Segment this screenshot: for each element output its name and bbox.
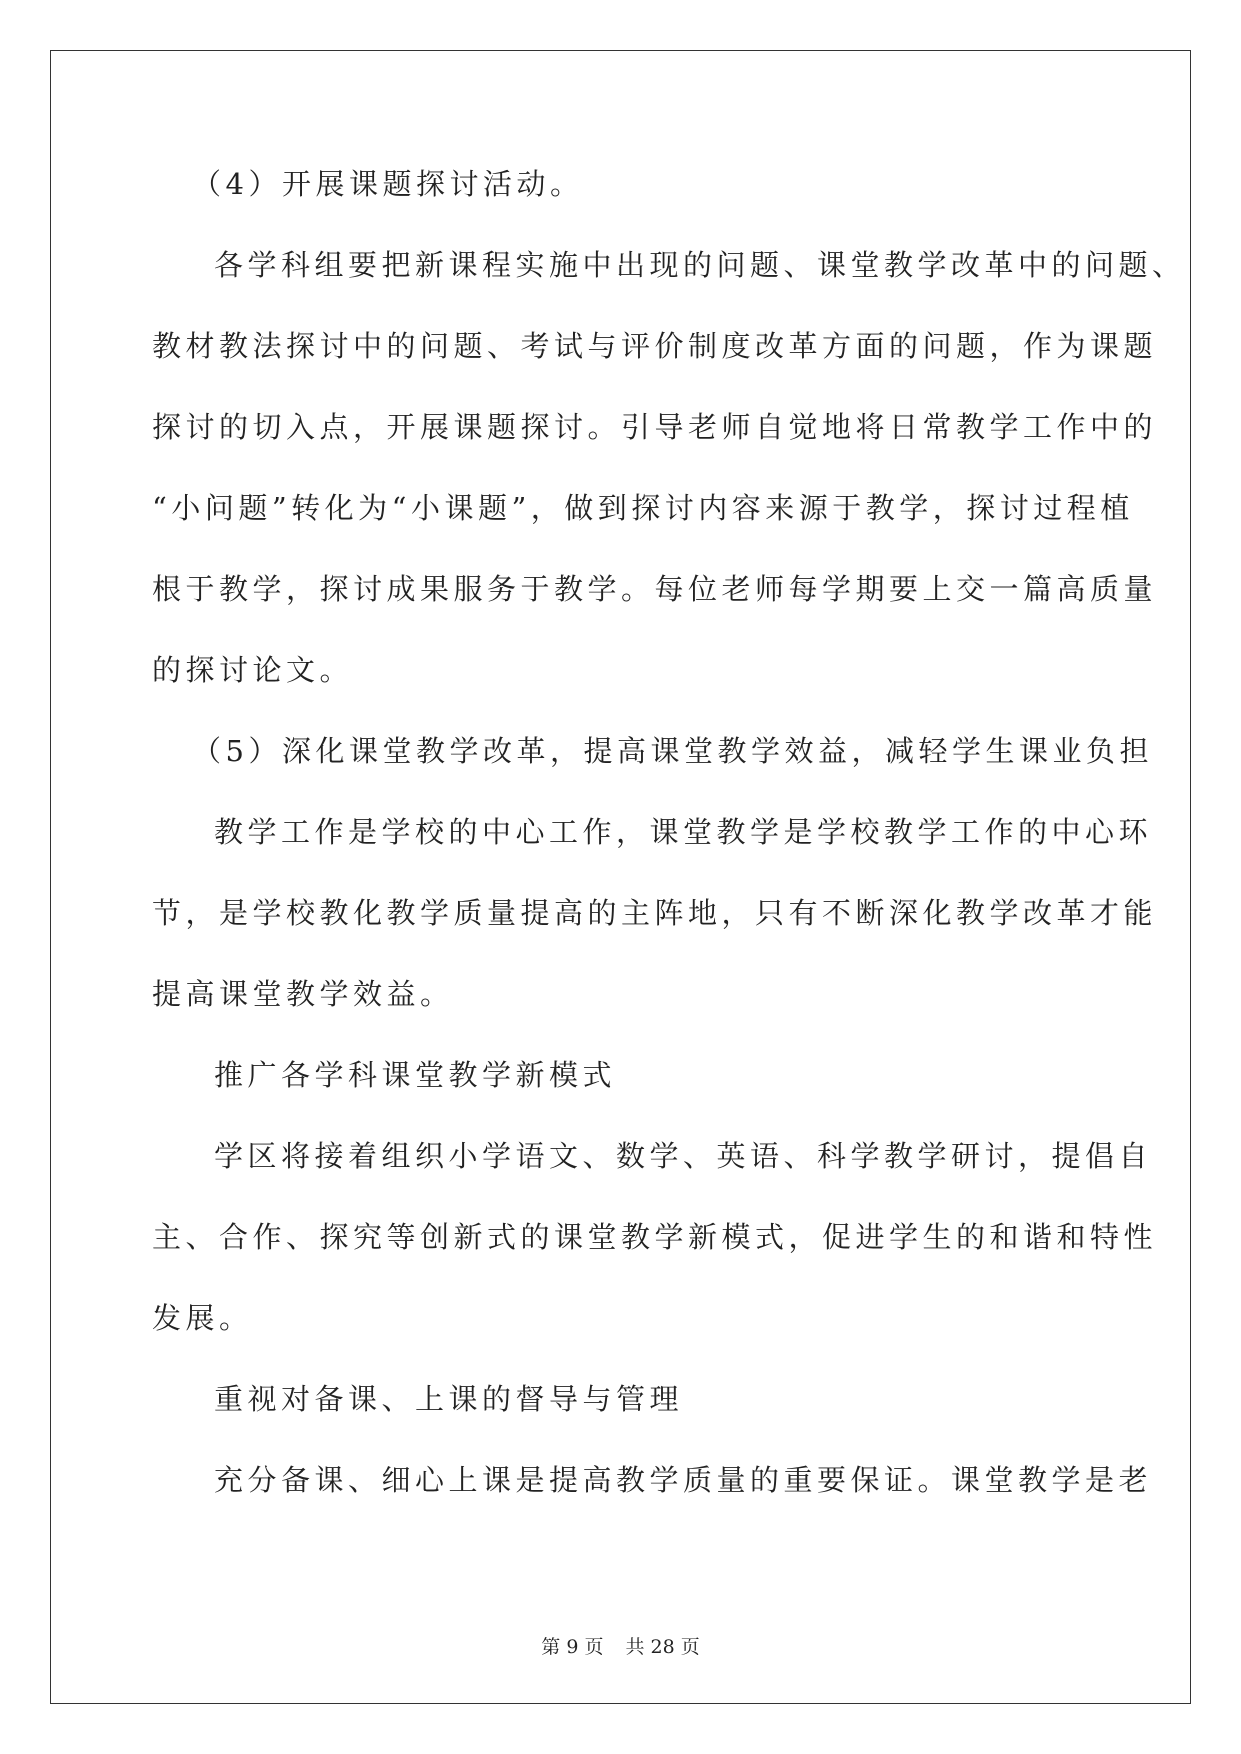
paragraph-line: 各学科组要把新课程实施中出现的问题、课堂教学改革中的问题、 [214,248,1186,282]
paragraph-line: 根于教学，探讨成果服务于教学。每位老师每学期要上交一篇高质量 [152,572,1158,606]
page-number: 第 9 页 [541,1636,604,1658]
heading-5: （5）深化课堂教学改革，提高课堂教学效益，减轻学生课业负担 [192,734,1153,768]
paragraph-line: 节，是学校教化教学质量提高的主阵地，只有不断深化教学改革才能 [152,896,1158,930]
paragraph-line: 充分备课、细心上课是提高教学质量的重要保证。课堂教学是老 [214,1463,1153,1497]
paragraph-line: 学区将接着组织小学语文、数学、英语、科学教学研讨，提倡自 [214,1139,1153,1173]
paragraph-line: 教材教法探讨中的问题、考试与评价制度改革方面的问题，作为课题 [152,329,1158,363]
subheading-supervision: 重视对备课、上课的督导与管理 [214,1382,684,1416]
heading-4: （4）开展课题探讨活动。 [192,167,584,201]
page-total: 共 28 页 [625,1636,700,1658]
page-footer [0,1632,1241,1659]
paragraph-line: 主、合作、探究等创新式的课堂教学新模式，促进学生的和谐和特性 [152,1220,1158,1254]
paragraph-line: “小问题”转化为“小课题”，做到探讨内容来源于教学，探讨过程植 [152,491,1134,525]
document-body [152,164,1186,1541]
paragraph-line: 教学工作是学校的中心工作，课堂教学是学校教学工作的中心环 [214,815,1153,849]
paragraph-line: 提高课堂教学效益。 [152,977,454,1011]
paragraph-line: 发展。 [152,1301,253,1335]
paragraph-line: 探讨的切入点，开展课题探讨。引导老师自觉地将日常教学工作中的 [152,410,1158,444]
subheading-new-mode: 推广各学科课堂教学新模式 [214,1058,617,1092]
paragraph-line: 的探讨论文。 [152,653,354,687]
